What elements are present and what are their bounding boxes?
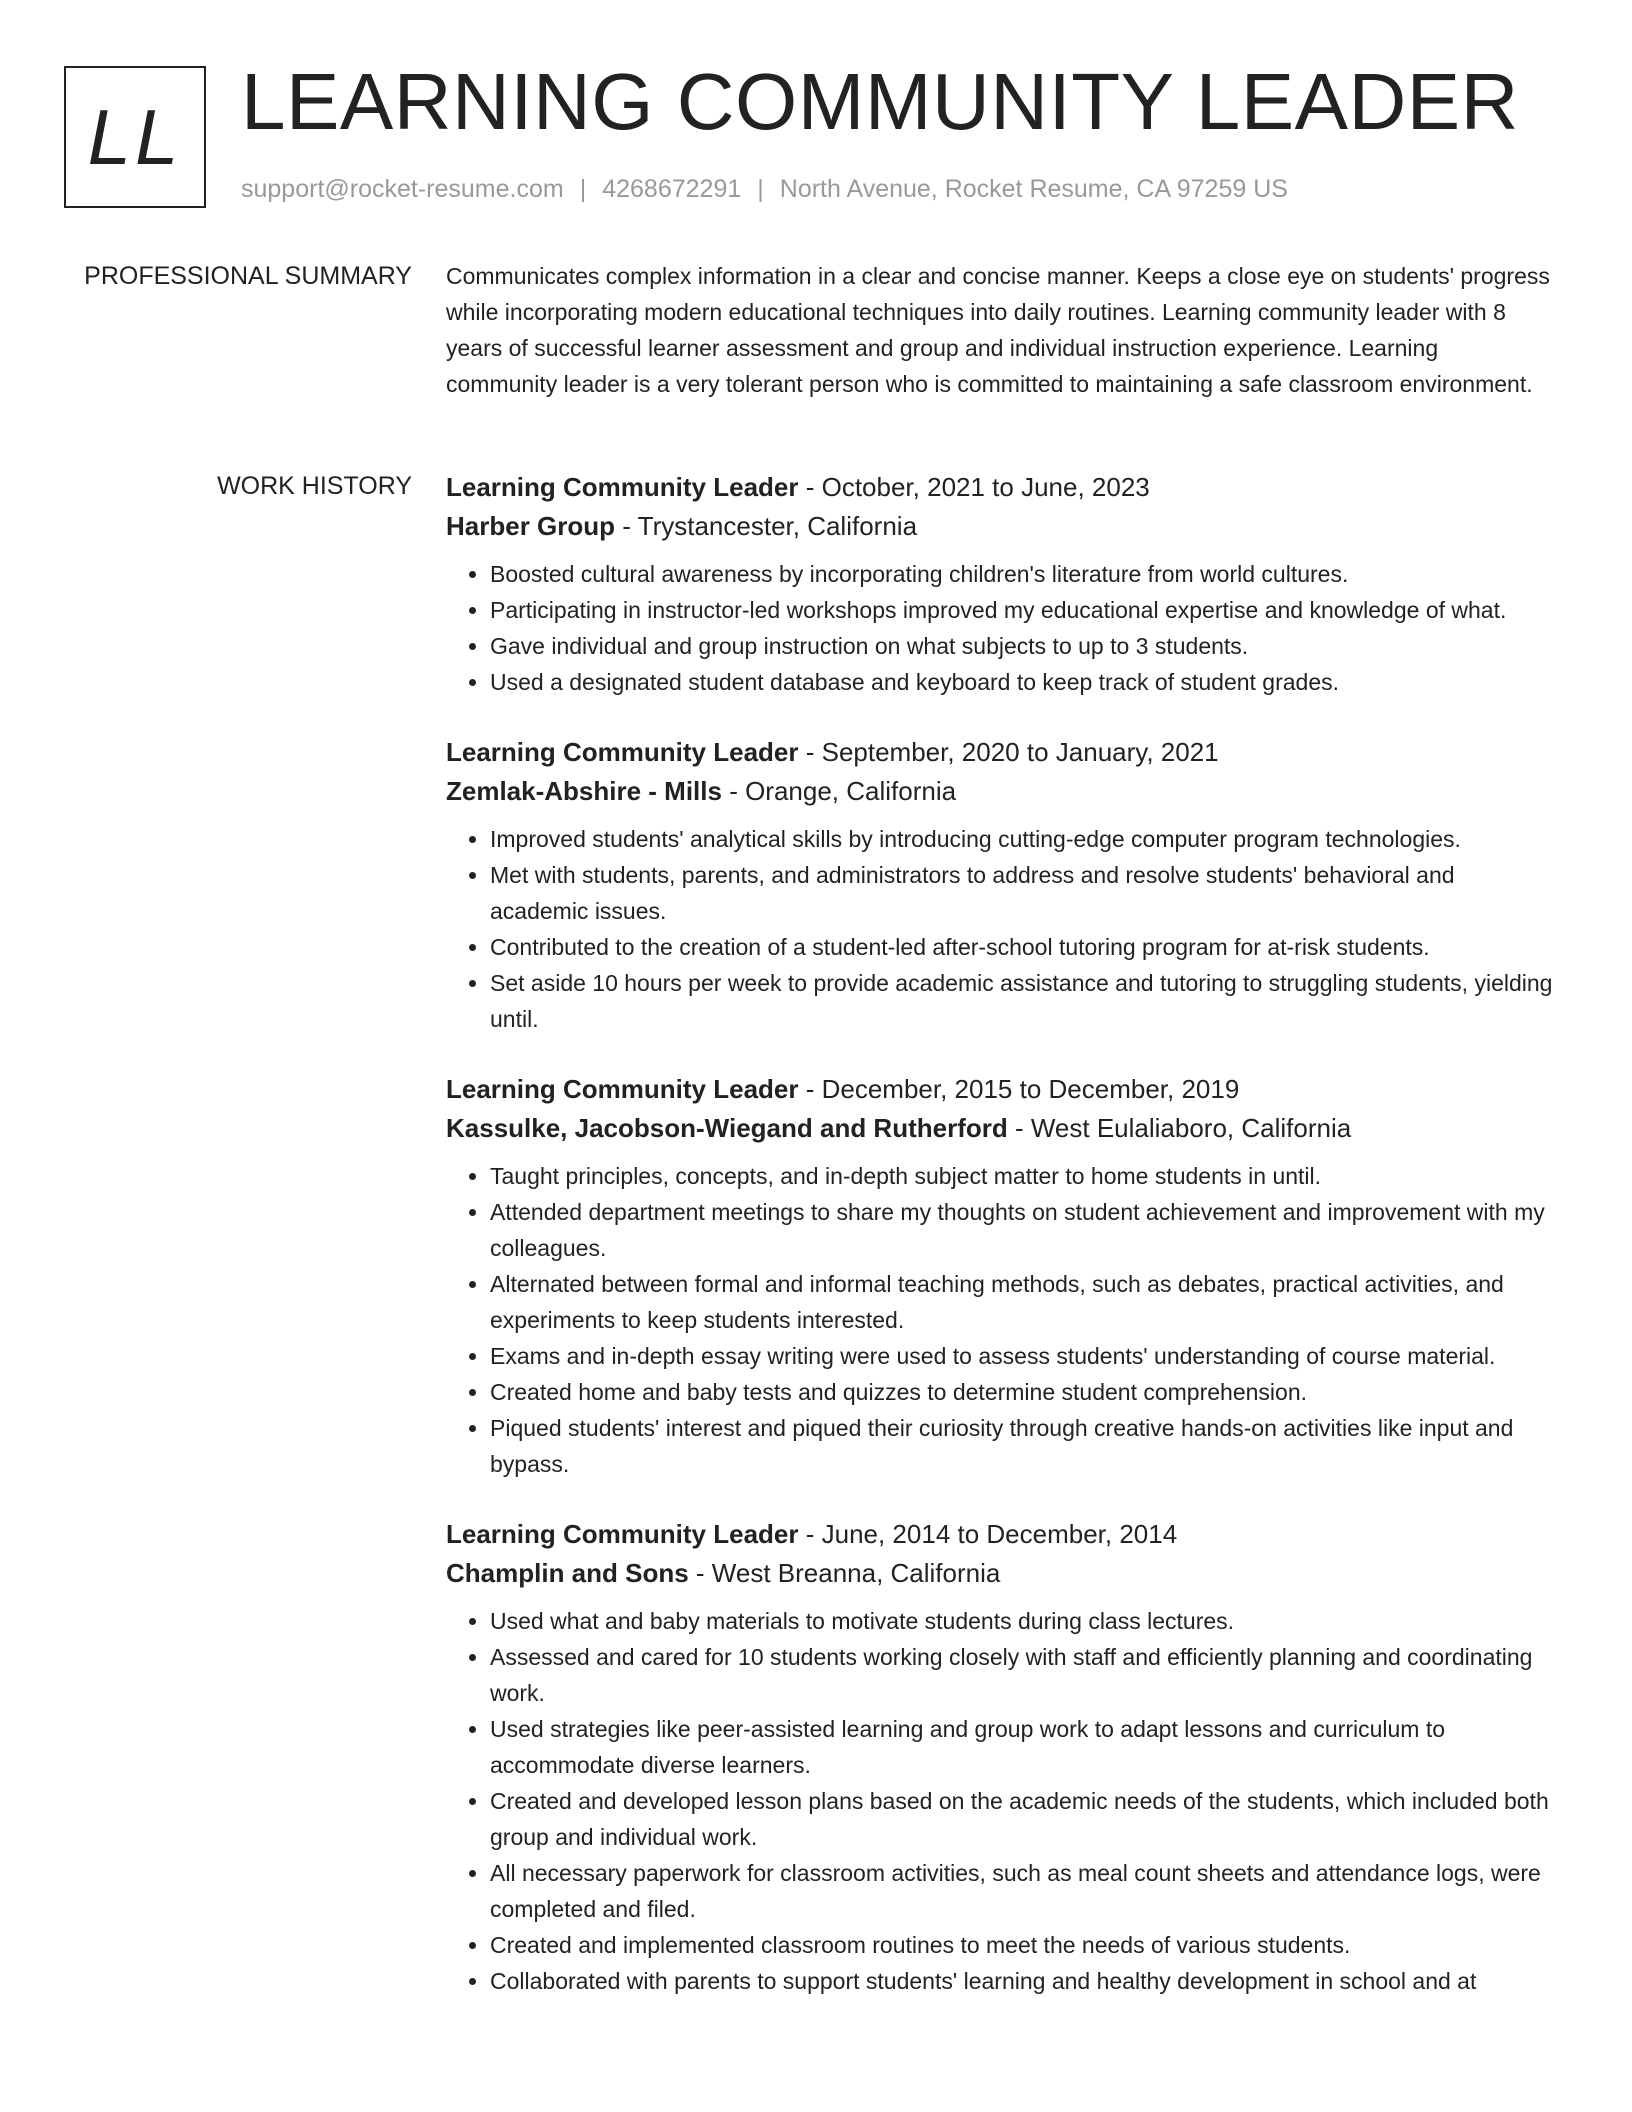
job-company-line bbox=[446, 507, 1554, 546]
job-bullet: • Improved students' analytical skills by introducing cutting-edge computer program technologies. bbox=[490, 821, 1554, 857]
job-bullet: • Used strategies like peer-assisted learning and group work to adapt lessons and curriculum to accommodate diverse learners. bbox=[490, 1711, 1554, 1783]
job-dates: - October, 2021 to June, 2023 bbox=[798, 472, 1150, 502]
job-bullet: • Created and implemented classroom routines to meet the needs of various students. bbox=[490, 1927, 1554, 1963]
job-role: Learning Community Leader bbox=[446, 472, 799, 502]
section-title-summary: PROFESSIONAL SUMMARY bbox=[84, 262, 412, 290]
resume-title: LEARNING COMMUNITY LEADER bbox=[241, 57, 1519, 146]
job-title-line bbox=[446, 1070, 1554, 1109]
job-bullet: • Assessed and cared for 10 students working closely with staff and efficiently planning and coordinating work. bbox=[490, 1639, 1554, 1711]
job-bullet: • Participating in instructor-led workshops improved my educational expertise and knowledge of what. bbox=[490, 592, 1554, 628]
job-title-line bbox=[446, 1515, 1554, 1554]
contact-separator: | bbox=[757, 175, 764, 203]
job-location: - West Breanna, California bbox=[688, 1558, 1001, 1588]
job-role: Learning Community Leader bbox=[446, 737, 799, 767]
job-bullet-list bbox=[446, 821, 1554, 1037]
monogram-box bbox=[64, 66, 206, 208]
job-bullet: • Set aside 10 hours per week to provide academic assistance and tutoring to struggling students, yielding until. bbox=[490, 965, 1554, 1037]
summary-text: Communicates complex information in a clear and concise manner. Keeps a close eye on students' progress while incorporating modern educational techniques into daily routines. Learning community leader with 8 years of successful learner assessment and group and individual instruction experience. Learning community leader is a very tolerant person who is committed to maintaining a safe classroom environment. bbox=[446, 263, 1550, 397]
job-dates: - September, 2020 to January, 2021 bbox=[798, 737, 1219, 767]
job-bullet: • Met with students, parents, and administrators to address and resolve students' behavioral and academic issues. bbox=[490, 857, 1554, 929]
job-bullet: • All necessary paperwork for classroom activities, such as meal count sheets and attendance logs, were completed and filed. bbox=[490, 1855, 1554, 1927]
job-company-line bbox=[446, 1109, 1554, 1148]
job-entry bbox=[446, 1070, 1554, 1482]
job-title-line bbox=[446, 468, 1554, 507]
job-location: - West Eulaliaboro, California bbox=[1007, 1113, 1352, 1143]
job-bullet: • Contributed to the creation of a student-led after-school tutoring program for at-risk students. bbox=[490, 929, 1554, 965]
job-company-line bbox=[446, 1554, 1554, 1593]
job-bullet: • Created home and baby tests and quizzes to determine student comprehension. bbox=[490, 1374, 1554, 1410]
job-bullet: • Used what and baby materials to motivate students during class lectures. bbox=[490, 1603, 1554, 1639]
job-role: Learning Community Leader bbox=[446, 1519, 799, 1549]
job-bullet: • Gave individual and group instruction on what subjects to up to 3 students. bbox=[490, 628, 1554, 664]
job-dates: - December, 2015 to December, 2019 bbox=[798, 1074, 1240, 1104]
job-company: Harber Group bbox=[446, 511, 616, 541]
job-entry bbox=[446, 1515, 1554, 1999]
job-location: - Trystancester, California bbox=[615, 511, 918, 541]
job-bullet: • Collaborated with parents to support students' learning and healthy development in school and at bbox=[490, 1963, 1554, 1999]
contact-email: support@rocket-resume.com bbox=[241, 175, 564, 203]
job-company: Zemlak-Abshire - Mills bbox=[446, 776, 722, 806]
job-dates: - June, 2014 to December, 2014 bbox=[798, 1519, 1178, 1549]
contact-separator: | bbox=[579, 175, 587, 203]
job-entry bbox=[446, 468, 1554, 700]
section-title-work-history: WORK HISTORY bbox=[217, 472, 412, 500]
job-bullet: • Piqued students' interest and piqued their curiosity through creative hands-on activities like input and bypass. bbox=[490, 1410, 1554, 1482]
job-company-line bbox=[446, 772, 1554, 811]
job-bullet: • Attended department meetings to share my thoughts on student achievement and improvement with my colleagues. bbox=[490, 1194, 1554, 1266]
contact-line bbox=[241, 175, 1288, 204]
job-bullet: • Boosted cultural awareness by incorporating children's literature from world cultures. bbox=[490, 556, 1554, 592]
summary-body bbox=[446, 258, 1554, 402]
job-bullet-list bbox=[446, 1158, 1554, 1482]
job-company: Champlin and Sons bbox=[446, 1558, 689, 1588]
job-bullet: • Exams and in-depth essay writing were used to assess students' understanding of course material. bbox=[490, 1338, 1554, 1374]
monogram-initials: LL bbox=[87, 93, 183, 181]
job-bullet: • Taught principles, concepts, and in-depth subject matter to home students in until. bbox=[490, 1158, 1554, 1194]
job-entry bbox=[446, 733, 1554, 1037]
job-bullet: • Created and developed lesson plans based on the academic needs of the students, which included both group and individual work. bbox=[490, 1783, 1554, 1855]
job-bullet: • Alternated between formal and informal teaching methods, such as debates, practical activities, and experiments to keep students interested. bbox=[490, 1266, 1554, 1338]
work-history-body bbox=[446, 468, 1554, 2032]
job-bullet-list bbox=[446, 1603, 1554, 1999]
job-role: Learning Community Leader bbox=[446, 1074, 799, 1104]
contact-phone: 4268672291 bbox=[602, 175, 742, 203]
job-company: Kassulke, Jacobson-Wiegand and Rutherford bbox=[446, 1113, 1008, 1143]
job-bullet: • Used a designated student database and keyboard to keep track of student grades. bbox=[490, 664, 1554, 700]
contact-address: North Avenue, Rocket Resume, CA 97259 US bbox=[779, 175, 1288, 203]
job-title-line bbox=[446, 733, 1554, 772]
job-location: - Orange, California bbox=[721, 776, 957, 806]
job-bullet-list bbox=[446, 556, 1554, 700]
